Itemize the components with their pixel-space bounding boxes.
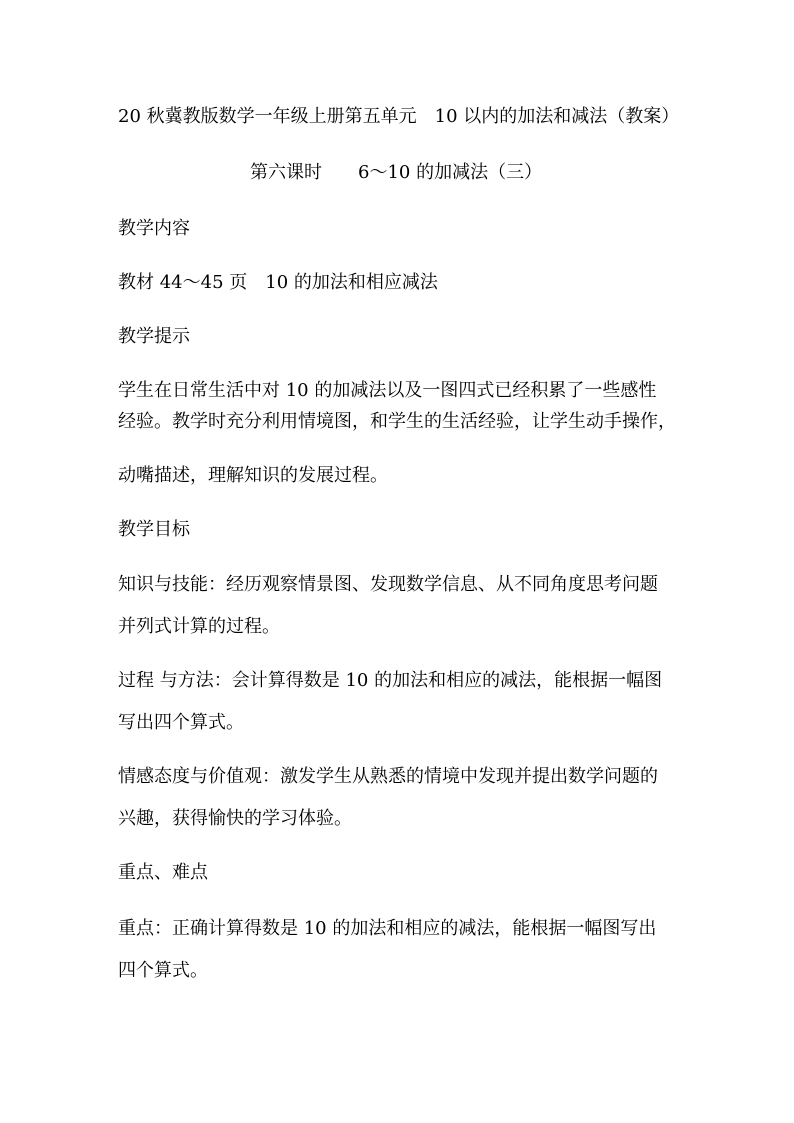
- key-point-line-1: 重点：正确计算得数是 10 的加法和相应的减法，能根据一幅图写出: [118, 918, 657, 939]
- tips-line-3: 动嘴描述，理解知识的发展过程。: [118, 465, 388, 486]
- section-heading-objectives: 教学目标: [118, 519, 190, 540]
- document-title: 20 秋冀教版数学一年级上册第五单元 10 以内的加法和减法（教案）: [118, 106, 680, 127]
- objective-knowledge-line-1: 知识与技能：经历观察情景图、发现数学信息、从不同角度思考问题: [118, 574, 658, 595]
- objective-process-line-2: 写出四个算式。: [118, 712, 244, 733]
- textbook-reference: 教材 44～45 页 10 的加法和相应减法: [118, 272, 438, 293]
- key-point-line-2: 四个算式。: [118, 960, 208, 981]
- section-heading-tips: 教学提示: [118, 326, 190, 347]
- lesson-subtitle: 第六课时 6～10 的加减法（三）: [250, 162, 543, 183]
- section-heading-key-points: 重点、难点: [118, 862, 208, 883]
- objective-knowledge-line-2: 并列式计算的过程。: [118, 616, 280, 637]
- tips-line-1: 学生在日常生活中对 10 的加减法以及一图四式已经积累了一些感性: [118, 380, 657, 401]
- objective-process-line-1: 过程 与方法：会计算得数是 10 的加法和相应的减法，能根据一幅图: [118, 670, 663, 691]
- objective-attitude-line-1: 情感态度与价值观：激发学生从熟悉的情境中发现并提出数学问题的: [118, 766, 658, 787]
- tips-line-2: 经验。教学时充分利用情境图，和学生的生活经验，让学生动手操作，: [118, 411, 676, 432]
- objective-attitude-line-2: 兴趣，获得愉快的学习体验。: [118, 808, 352, 829]
- section-heading-content: 教学内容: [118, 218, 190, 239]
